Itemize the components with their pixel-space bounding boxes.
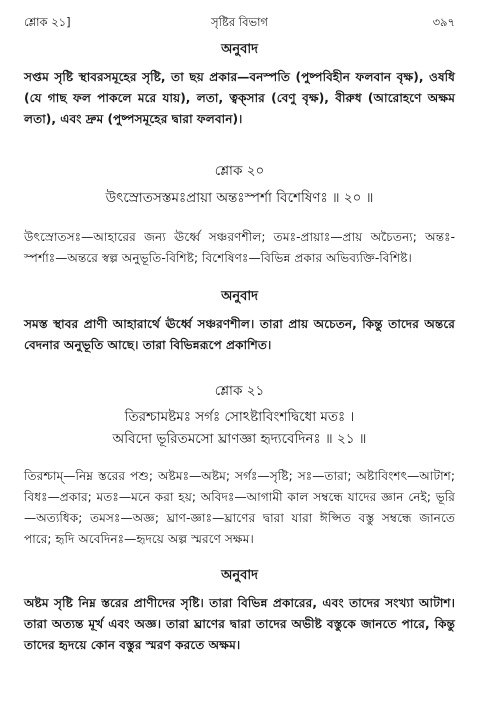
page-number: ৩৯৭ — [432, 15, 455, 29]
word-meanings-20: উৎস্রোতসঃ—আহারের জন্য ঊর্ধ্বে সঞ্চরণশীল; তমঃ-প্রায়াঃ—প্রায় অচৈতন্য; অন্তঃ-স্পর্শাঃ—অন্তরে স্বল্প অনুভূতি-বিশিষ্ট; বিশেষিণঃ—বিভিন্ন প্রকার অভিব্যক্তি-বিশিষ্ট। — [24, 230, 455, 265]
header-verse-ref: শ্লোক ২১] — [24, 15, 71, 29]
translation-text-20: সমস্ত স্থাবর প্রাণী আহারার্থে ঊর্ধ্বে সঞ্চরণশীল। তারা প্রায় অচেতন, কিন্তু তাদের অন্তরে বেদনার অনুভূতি আছে। তারা বিভিন্নরূপে প্রকাশিত। — [24, 317, 455, 352]
verse-text-20: উৎস্রোতসস্তমঃপ্রায়া অন্তঃস্পর্শা বিশেষিণঃ ॥ ২০ ॥ — [105, 190, 374, 206]
verse-text-21-line-1: তিরশ্চামষ্টমঃ সর্গঃ সোঽষ্টাবিংশদ্বিধো মতঃ । — [124, 409, 355, 425]
translation-text-1: সপ্তম সৃষ্টি স্থাবরসমূহের সৃষ্টি, তা ছয় প্রকার—বনস্পতি (পুষ্পবিহীন ফলবান বৃক্ষ), ওষধি (যে গাছ ফল পাকলে মরে যায়), লতা, ত্বক্‌সার (বেণু বৃক্ষ), বীরুধ (আরোহণে অক্ষম লতা), এবং দ্রুম (পুষ্পসমূহের দ্বারা ফলবান)। — [24, 70, 455, 126]
translation-heading-21: অনুবাদ — [221, 568, 258, 583]
translation-heading-20: অনুবাদ — [221, 289, 258, 304]
verse-title-21: শ্লোক ২১ — [214, 383, 265, 399]
running-header — [24, 0, 455, 34]
word-meanings-21: তিরশ্চাম্‌—নিম্ন স্তরের পশু; অষ্টমঃ—অষ্টম; সর্গঃ—সৃষ্টি; সঃ—তারা; অষ্টাবিংশৎ—আটাশ; বিধঃ—প্রকার; মতঃ—মনে করা হয়; অবিদঃ—আগামী কাল সম্বন্ধে যাদের জ্ঞান নেই; ভূরি—অত্যধিক; তমসঃ—অজ্ঞ; ঘ্রাণ-জ্ঞাঃ—ঘ্রাণের দ্বারা যারা ঈপ্সিত বস্তু সম্বন্ধে জানতে পারে; হৃদি অবেদিনঃ—হৃদয়ে অল্প স্মরণে সক্ষম। — [24, 469, 455, 546]
header-chapter-title: সৃষ্টির বিভাগ — [211, 15, 268, 29]
translation-heading-1: অনুবাদ — [221, 42, 258, 57]
verse-text-21-line-2: অবিদো ভূরিতমসো ঘ্রাণজ্ঞা হৃদ্যবেদিনঃ ॥ ২১ ॥ — [112, 431, 367, 447]
translation-text-21: অষ্টম সৃষ্টি নিম্ন স্তরের প্রাণীদের সৃষ্টি। তারা বিভিন্ন প্রকারের, এবং তাদের সংখ্যা আটাশ। তারা অত্যন্ত মূর্খ এবং অজ্ঞ। তারা ঘ্রাণের দ্বারা তাদের অভীষ্ট বস্তুকে জানতে পারে, কিন্তু তাদের হৃদয়ে কোন বস্তুর স্মরণ করতে অক্ষম। — [24, 596, 455, 652]
verse-title-20: শ্লোক ২০ — [214, 163, 265, 179]
